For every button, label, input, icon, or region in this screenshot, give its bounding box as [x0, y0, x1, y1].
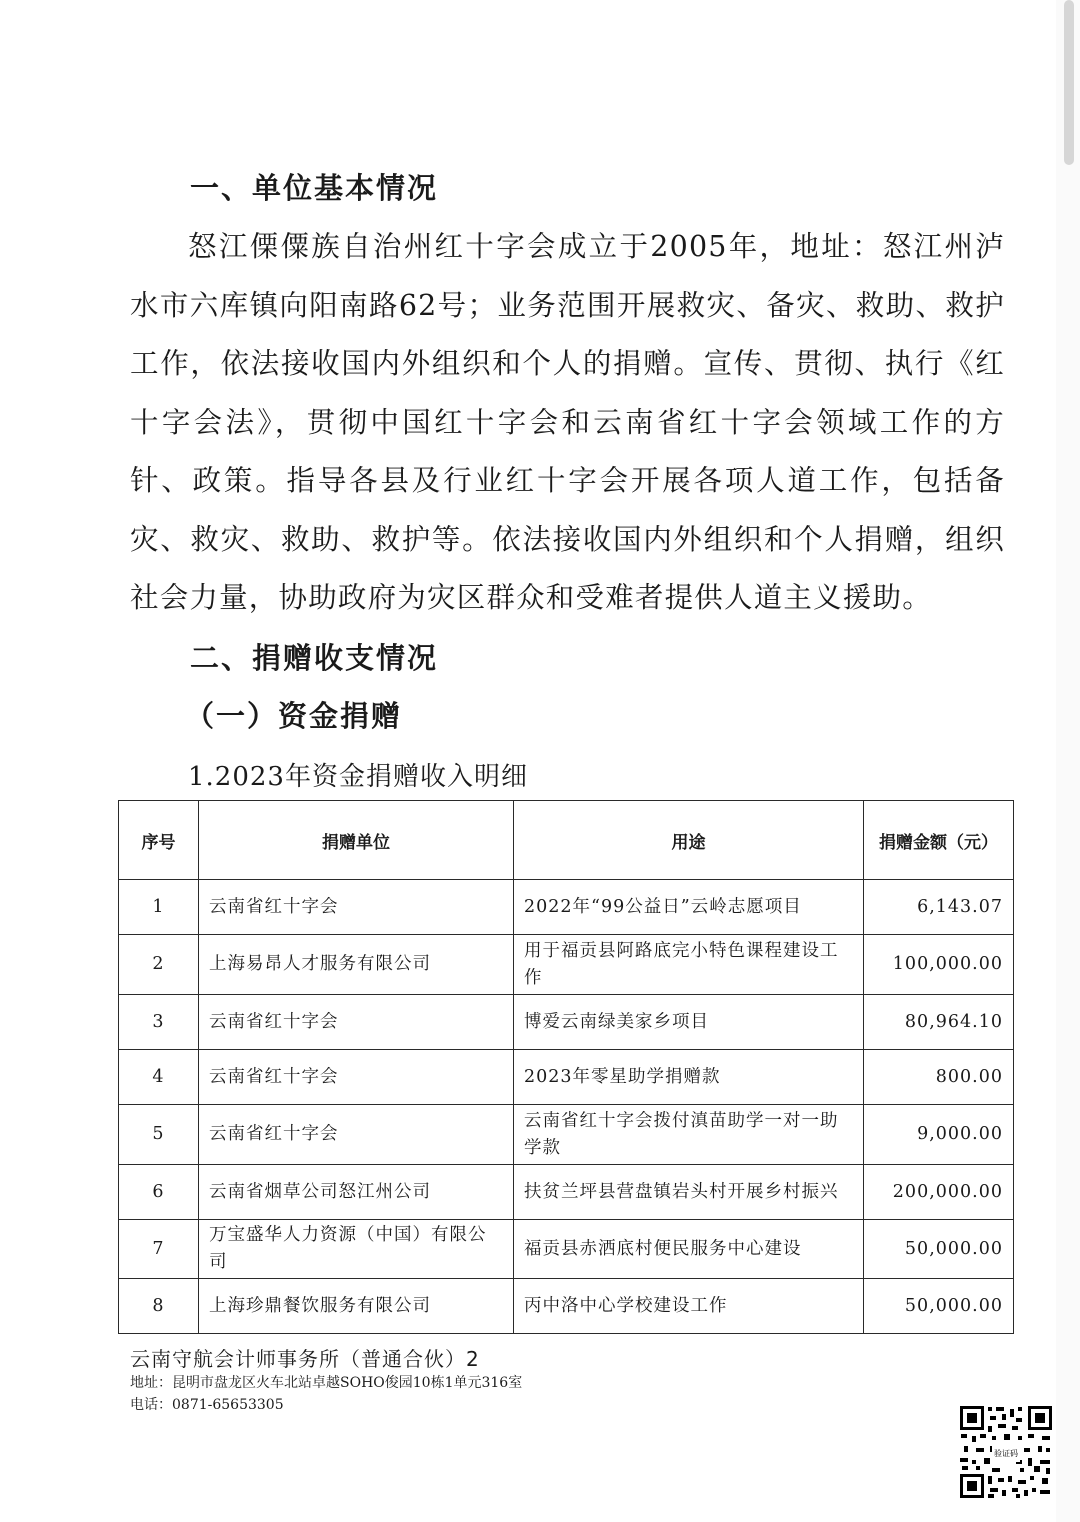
cell-no: 1 [119, 880, 199, 935]
cell-donor: 云南省红十字会 [199, 995, 514, 1050]
cell-purpose: 2022年“99公益日”云岭志愿项目 [514, 880, 864, 935]
cell-amount: 200,000.00 [864, 1165, 1014, 1220]
cell-donor: 云南省红十字会 [199, 1105, 514, 1165]
cell-purpose: 博爱云南绿美家乡项目 [514, 995, 864, 1050]
cell-donor: 云南省红十字会 [199, 1050, 514, 1105]
cell-amount: 80,964.10 [864, 995, 1014, 1050]
cell-no: 3 [119, 995, 199, 1050]
scrollbar-thumb[interactable] [1064, 0, 1074, 165]
table-row [119, 1220, 1014, 1279]
cell-amount: 50,000.00 [864, 1279, 1014, 1334]
cell-amount: 800.00 [864, 1050, 1014, 1105]
cell-no: 2 [119, 935, 199, 995]
cell-donor: 云南省烟草公司怒江州公司 [199, 1165, 514, 1220]
section-2-heading: 二、捐赠收支情况 [190, 641, 439, 675]
table-caption: 1.2023年资金捐赠收入明细 [188, 762, 528, 792]
cell-purpose: 用于福贡县阿路底完小特色课程建设工作 [514, 935, 864, 995]
cell-amount: 9,000.00 [864, 1105, 1014, 1165]
footer-firm-name: 云南守航会计师事务所（普通合伙）2 [130, 1347, 480, 1371]
cell-purpose: 2023年零星助学捐赠款 [514, 1050, 864, 1105]
cell-donor: 上海易昂人才服务有限公司 [199, 935, 514, 995]
cell-purpose: 云南省红十字会拨付滇苗助学一对一助学款 [514, 1105, 864, 1165]
table-row [119, 995, 1014, 1050]
cell-no: 5 [119, 1105, 199, 1165]
subsection-heading: （一）资金捐赠 [185, 699, 403, 733]
qr-code-icon[interactable] [958, 1404, 1054, 1500]
cell-donor: 云南省红十字会 [199, 880, 514, 935]
header-no: 序号 [119, 801, 199, 880]
header-donor: 捐赠单位 [199, 801, 514, 880]
cell-purpose: 福贡县赤洒底村便民服务中心建设 [514, 1220, 864, 1279]
header-amount: 捐赠金额（元） [864, 801, 1014, 880]
cell-no: 6 [119, 1165, 199, 1220]
donation-income-table [118, 800, 1014, 1334]
table-row [119, 1105, 1014, 1165]
table-row [119, 1165, 1014, 1220]
scrollbar-track[interactable] [1056, 0, 1080, 1522]
cell-amount: 6,143.07 [864, 880, 1014, 935]
table-row [119, 1050, 1014, 1105]
cell-amount: 100,000.00 [864, 935, 1014, 995]
footer-phone: 电话：0871-65653305 [130, 1397, 284, 1413]
cell-no: 8 [119, 1279, 199, 1334]
header-purpose: 用途 [514, 801, 864, 880]
cell-purpose: 丙中洛中心学校建设工作 [514, 1279, 864, 1334]
section-1-heading: 一、单位基本情况 [190, 171, 439, 205]
qr-caption: 验证码 [994, 1449, 1018, 1458]
cell-donor: 上海珍鼎餐饮服务有限公司 [199, 1279, 514, 1334]
table-row [119, 1279, 1014, 1334]
footer-address: 地址：昆明市盘龙区火车北站卓越SOHO俊园10栋1单元316室 [130, 1375, 523, 1391]
cell-purpose: 扶贫兰坪县营盘镇岩头村开展乡村振兴 [514, 1165, 864, 1220]
table-row [119, 880, 1014, 935]
cell-no: 7 [119, 1220, 199, 1279]
cell-donor: 万宝盛华人力资源（中国）有限公司 [199, 1220, 514, 1279]
cell-amount: 50,000.00 [864, 1220, 1014, 1279]
table-header-row [119, 801, 1014, 880]
table-row [119, 935, 1014, 995]
cell-no: 4 [119, 1050, 199, 1105]
section-1-paragraph: 怒江傈僳族自治州红十字会成立于2005年，地址：怒江州泸水市六库镇向阳南路62号；业务范围开展救灾、备灾、救助、救护工作，依法接收国内外组织和个人的捐赠。宣传、贯彻、执行《红十字会法》，贯彻中国红十字会和云南省红十字会领域工作的方针、政策。指导各县及行业红十字会开展各项人道工作，包括备灾、救灾、救助、救护等。依法接收国内外组织和个人捐赠，组织社会力量，协助政府为灾区群众和受难者提供人道主义援助。 [130, 230, 1005, 614]
